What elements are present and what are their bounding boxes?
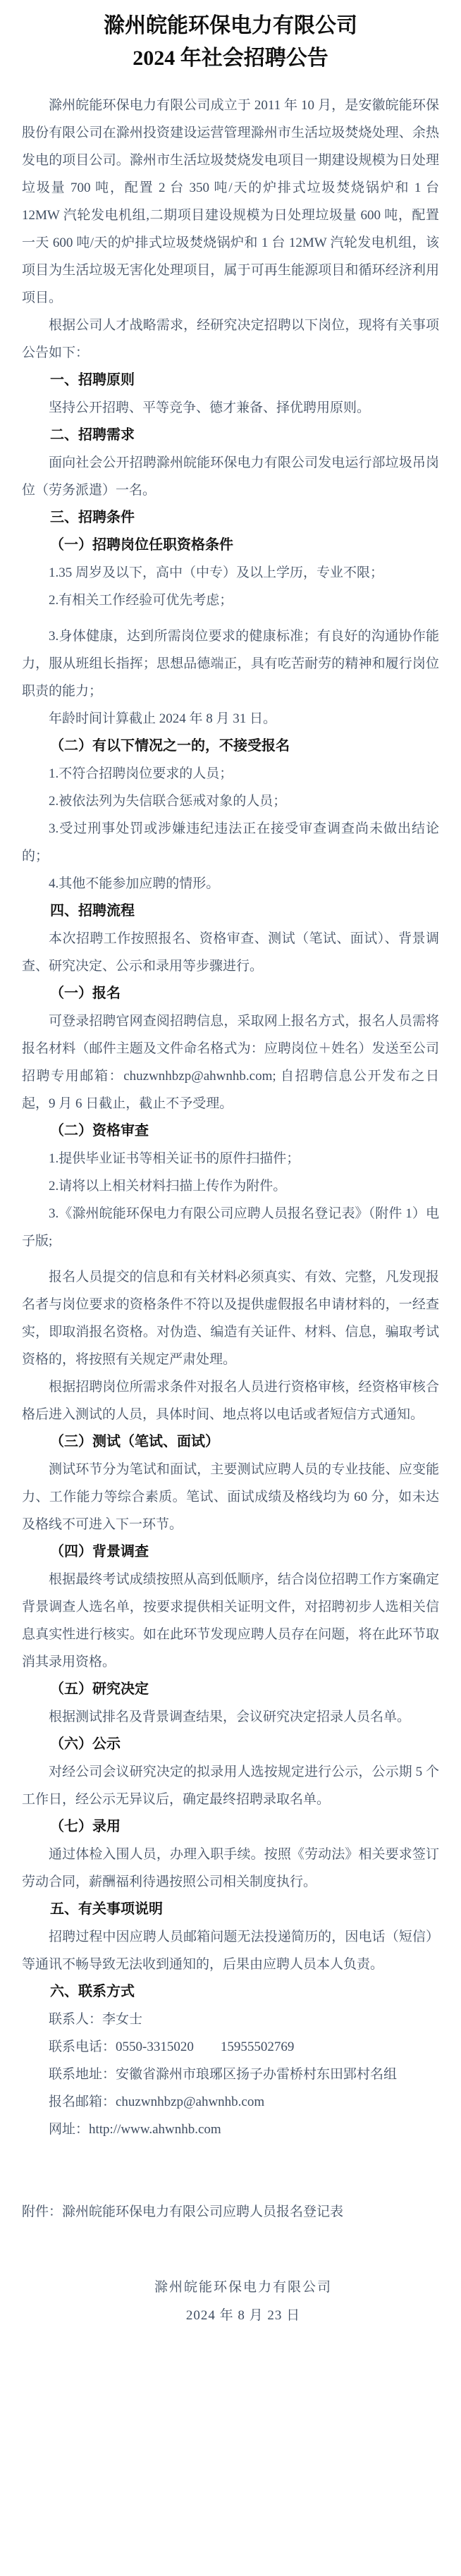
paragraph: 滁州皖能环保电力有限公司成立于 2011 年 10 月，是安徽皖能环保股份有限公司在滁州投资建设运营管理滁州市生活垃圾焚烧处理、余热发电的项目公司。滁州市生活垃圾焚烧发电项目一期建设规模为日处理垃圾量 700 吨，配置 2 台 350 吨/天的炉排式垃圾焚烧锅炉和 1 台 12MW 汽轮发电机组,二期项目建设规模为日处理垃圾量 600 吨，配置一天 600 吨/天的炉排式垃圾焚烧锅炉和 1 台 12MW 汽轮发电机组，该项目为生活垃圾无害化处理项目，属于可再生能源项目和循环经济利用项目。: [22, 98, 439, 305]
document-title-line-1: 滁州皖能环保电力有限公司: [104, 14, 357, 37]
paragraph: 3.《滁州皖能环保电力有限公司应聘人员报名登记表》（附件 1）电子版;: [22, 1206, 439, 1249]
section-heading: 二、招聘需求: [50, 427, 135, 443]
contact-line: 联系电话：0550-3315020 15955502769: [49, 2040, 295, 2054]
signature-company: 滁州皖能环保电力有限公司: [154, 2280, 332, 2295]
paragraph: 本次招聘工作按照报名、资格审查、测试（笔试、面试）、背景调查、研究决定、公示和录用等步骤进行。: [22, 931, 439, 974]
section-heading: 三、招聘条件: [50, 510, 135, 525]
paragraph: 可登录招聘官网查阅招聘信息，采取网上报名方式，报名人员需将报名材料（邮件主题及文件命名格式为：应聘岗位＋姓名）发送至公司招聘专用邮箱：chuzwnhbzp@ahwnhb.com; 自招聘信息公开发布之日起，9 月 6 日截止，截止不予受理。: [22, 1014, 439, 1111]
sub-section-heading: （六）公示: [50, 1736, 121, 1752]
signature-block: [154, 2274, 332, 2330]
paragraph: 坚持公开招聘、平等竞争、德才兼备、择优聘用原则。: [49, 400, 371, 415]
attachment-note: 附件：滁州皖能环保电力有限公司应聘人员报名登记表: [22, 2204, 344, 2219]
paragraph: 报名人员提交的信息和有关材料必须真实、有效、完整，凡发现报名者与岗位要求的资格条件不符以及提供虚假报名申请材料的，一经查实，即取消报名资格。对伪造、编造有关证件、材料、信息，骗取考试资格的，将按照有关规定严肃处理。: [22, 1270, 439, 1367]
sub-section-heading: （四）背景调查: [50, 1544, 149, 1559]
paragraph: 通过体检入围人员，办理入职手续。按照《劳动法》相关要求签订劳动合同，薪酬福利待遇按照公司相关制度执行。: [22, 1847, 439, 1889]
paragraph: 2.被依法列为失信联合惩戒对象的人员；: [49, 794, 287, 809]
section-heading: 六、联系方式: [50, 1984, 135, 1999]
contact-line: 联系地址：安徽省滁州市琅琊区扬子办雷桥村东田郢村名组: [49, 2067, 398, 2082]
paragraph: 根据公司人才战略需求，经研究决定招聘以下岗位，现将有关事项公告如下：: [22, 318, 439, 360]
contact-line: 报名邮箱：chuzwnhbzp@ahwnhb.com: [49, 2094, 265, 2109]
paragraph: 根据测试排名及背景调查结果，会议研究决定招录人员名单。: [49, 1710, 411, 1724]
contact-line: 网址：http://www.ahwnhb.com: [49, 2122, 221, 2137]
paragraph: 面向社会公开招聘滁州皖能环保电力有限公司发电运行部垃圾吊岗位（劳务派遣）一名。: [22, 455, 439, 498]
paragraph: 4.其他不能参加应聘的情形。: [49, 876, 220, 891]
paragraph: 对经公司会议研究决定的拟录用人选按规定进行公示，公示期 5 个工作日，经公示无异议后，确定最终招聘录取名单。: [22, 1765, 439, 1807]
section-heading: 五、有关事项说明: [50, 1901, 163, 1917]
paragraph: 3.受过刑事处罚或涉嫌违纪违法正在接受审查调查尚未做出结论的；: [22, 821, 439, 864]
paragraph: 测试环节分为笔试和面试，主要测试应聘人员的专业技能、应变能力、工作能力等综合素质。笔试、面试成绩及格线均为 60 分，如未达及格线不可进入下一环节。: [22, 1462, 439, 1532]
document-body: [22, 92, 439, 2226]
sub-section-heading: （五）研究决定: [50, 1681, 149, 1697]
sub-section-heading: （一）报名: [50, 986, 121, 1001]
sub-section-heading: （二）有以下情况之一的，不接受报名: [50, 738, 290, 754]
sub-section-heading: （二）资格审查: [50, 1123, 149, 1139]
signature-date: 2024 年 8 月 23 日: [185, 2308, 301, 2323]
paragraph: 1.提供毕业证书等相关证书的原件扫描件；: [49, 1151, 300, 1166]
section-heading: 一、招聘原则: [50, 372, 135, 388]
contact-line: 联系人：李女士: [49, 2012, 143, 2027]
sub-section-heading: （一）招聘岗位任职资格条件: [50, 537, 233, 553]
paragraph: 招聘过程中因应聘人员邮箱问题无法投递简历的，因电话（短信）等通讯不畅导致无法收到通知的，后果由应聘人员本人负责。: [22, 1930, 439, 1972]
paragraph: 1.35 周岁及以下，高中（中专）及以上学历，专业不限；: [49, 565, 384, 580]
sub-section-heading: （七）录用: [50, 1819, 121, 1834]
paragraph: 2.请将以上相关材料扫描上传作为附件。: [49, 1179, 287, 1194]
paragraph: 2.有相关工作经验可优先考虑；: [49, 593, 233, 608]
document-title-line-2: 2024 年社会招聘公告: [133, 47, 328, 70]
sub-section-heading: （三）测试（笔试、面试）: [50, 1434, 219, 1449]
paragraph: 3.身体健康，达到所需岗位要求的健康标准；有良好的沟通协作能力，服从班组长指挥；思想品德端正，具有吃苦耐劳的精神和履行岗位职责的能力；: [22, 629, 439, 699]
paragraph: 根据最终考试成绩按照从高到低顺序，结合岗位招聘工作方案确定背景调查人选名单，按要求提供相关证明文件，对招聘初步人选相关信息真实性进行核实。如在此环节发现应聘人员存在问题，将在此环节取消其录用资格。: [22, 1572, 439, 1669]
paragraph: 根据招聘岗位所需求条件对报名人员进行资格审核，经资格审核合格后进入测试的人员，具体时间、地点将以电话或者短信方式通知。: [22, 1380, 439, 1422]
paragraph: 1.不符合招聘岗位要求的人员；: [49, 766, 233, 781]
paragraph: 年龄时间计算截止 2024 年 8 月 31 日。: [49, 711, 277, 726]
section-heading: 四、招聘流程: [50, 903, 135, 919]
